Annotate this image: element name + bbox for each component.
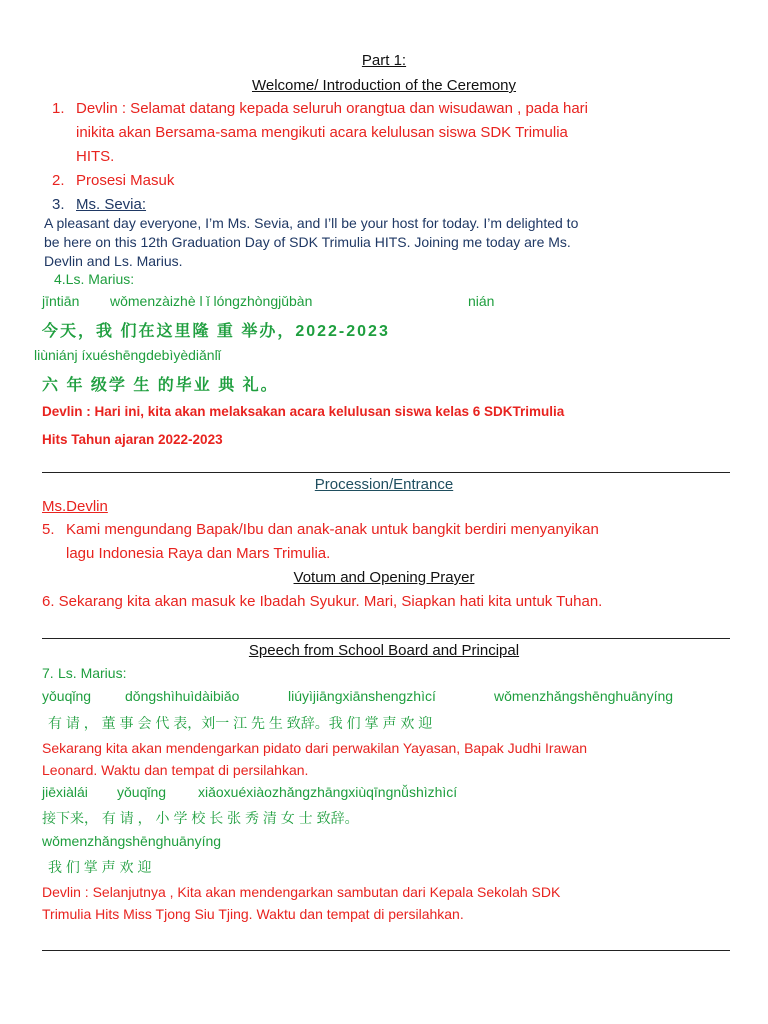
speech-pinyin-2b: yǒuqǐng	[117, 784, 167, 800]
speech-pinyin-1c: liúyìjiāngxiānshengzhìcí	[288, 688, 436, 704]
item4-pinyin-1c: nián	[468, 293, 495, 309]
sevia-line-2: be here on this 12th Graduation Day of SDK Trimulia HITS. Joining me today are Ms.	[44, 234, 571, 250]
item5-line-1: Kami mengundang Bapak/Ibu dan anak-anak untuk bangkit berdiri menyanyikan	[66, 521, 599, 538]
item4-pinyin-2: liùniánj íxuéshēngdebìyèdiǎnlǐ	[34, 347, 221, 363]
divider-2	[42, 638, 730, 639]
item7-speaker: Ls. Marius:	[58, 665, 127, 681]
item1-number: 1.	[52, 100, 65, 117]
speech-heading: Speech from School Board and Principal	[248, 642, 520, 659]
item4-devlin-line-1: Devlin : Hari ini, kita akan melaksakan acara kelulusan siswa kelas 6 SDKTrimulia	[42, 404, 565, 419]
speech-pinyin-3: wǒmenzhǎngshēnghuānyíng	[42, 833, 222, 849]
speech-red-line-3: Devlin : Selanjutnya , Kita akan mendengarkan sambutan dari Kepala Sekolah SDK	[42, 884, 561, 900]
item5-line-2: lagu Indonesia Raya dan Mars Trimulia.	[66, 545, 331, 562]
speech-pinyin-1b: dǒngshìhuìdàibiǎo	[125, 688, 240, 704]
item4-hanzi-1: 今天，我 们在这里隆 重 举办，2022-2023	[42, 323, 390, 340]
speech-hanzi-1: 有 请 ， 董 事 会 代 表，刘一 江 先 生 致辞。我 们 掌 声 欢 迎	[48, 715, 433, 731]
item6-text: 6. Sekarang kita akan masuk ke Ibadah Syukur. Mari, Siapkan hati kita untuk Tuhan.	[42, 593, 603, 610]
item3-speaker: Ms. Sevia:	[76, 196, 147, 213]
item1-line-3: HITS.	[76, 148, 115, 165]
item4-pinyin-1a: jīntiān	[42, 293, 80, 309]
item4-hanzi-2: 六 年 级学 生 的毕业 典 礼。	[42, 377, 279, 394]
item2-number: 2.	[52, 172, 65, 189]
item4-pinyin-1b: wǒmenzàizhè l ǐ lóngzhòngjǔbàn	[110, 293, 313, 309]
procession-speaker: Ms.Devlin	[42, 498, 108, 515]
speech-pinyin-1a: yǒuqǐng	[42, 688, 92, 704]
speech-pinyin-2c: xiǎoxuéxiàozhǎngzhāngxiùqīngnǚshìzhìcí	[198, 784, 458, 800]
item4-speaker: 4.Ls. Marius:	[54, 271, 135, 287]
speech-hanzi-2: 接下来， 有 请 ， 小 学 校 长 张 秀 清 女 士 致辞。	[42, 810, 359, 826]
procession-heading: Procession/Entrance	[314, 476, 454, 493]
sevia-line-3: Devlin and Ls. Marius.	[44, 253, 183, 269]
item3-number: 3.	[52, 196, 65, 213]
item5-number: 5.	[42, 521, 55, 538]
speech-red-line-1: Sekarang kita akan mendengarkan pidato dari perwakilan Yayasan, Bapak Judhi Irawan	[42, 740, 588, 756]
part-title: Part 1:	[361, 52, 407, 69]
speech-red-line-2: Leonard. Waktu dan tempat di persilahkan.	[42, 762, 309, 778]
votum-heading: Votum and Opening Prayer	[293, 569, 475, 586]
speech-red-line-4: Trimulia Hits Miss Tjong Siu Tjing. Waktu dan tempat di persilahkan.	[42, 906, 464, 922]
item2-text: Prosesi Masuk	[76, 172, 175, 189]
speech-pinyin-1d: wǒmenzhǎngshēnghuānyíng	[494, 688, 674, 704]
sevia-line-1: A pleasant day everyone, I’m Ms. Sevia, and I’ll be your host for today. I’m delighted to	[44, 215, 579, 231]
item7-number: 7.	[42, 665, 54, 681]
part-subtitle: Welcome/ Introduction of the Ceremony	[251, 77, 517, 94]
item1-line-2: inikita akan Bersama-sama mengikuti acara kelulusan siswa SDK Trimulia	[76, 124, 568, 141]
item1-line-1: Devlin : Selamat datang kepada seluruh orangtua dan wisudawan , pada hari	[76, 100, 589, 117]
divider-1	[42, 472, 730, 473]
speech-hanzi-3: 我 们 掌 声 欢 迎	[48, 859, 152, 875]
item4-devlin-line-2: Hits Tahun ajaran 2022-2023	[42, 432, 223, 447]
speech-pinyin-2a: jiēxiàlái	[42, 784, 88, 800]
divider-3	[42, 950, 730, 951]
